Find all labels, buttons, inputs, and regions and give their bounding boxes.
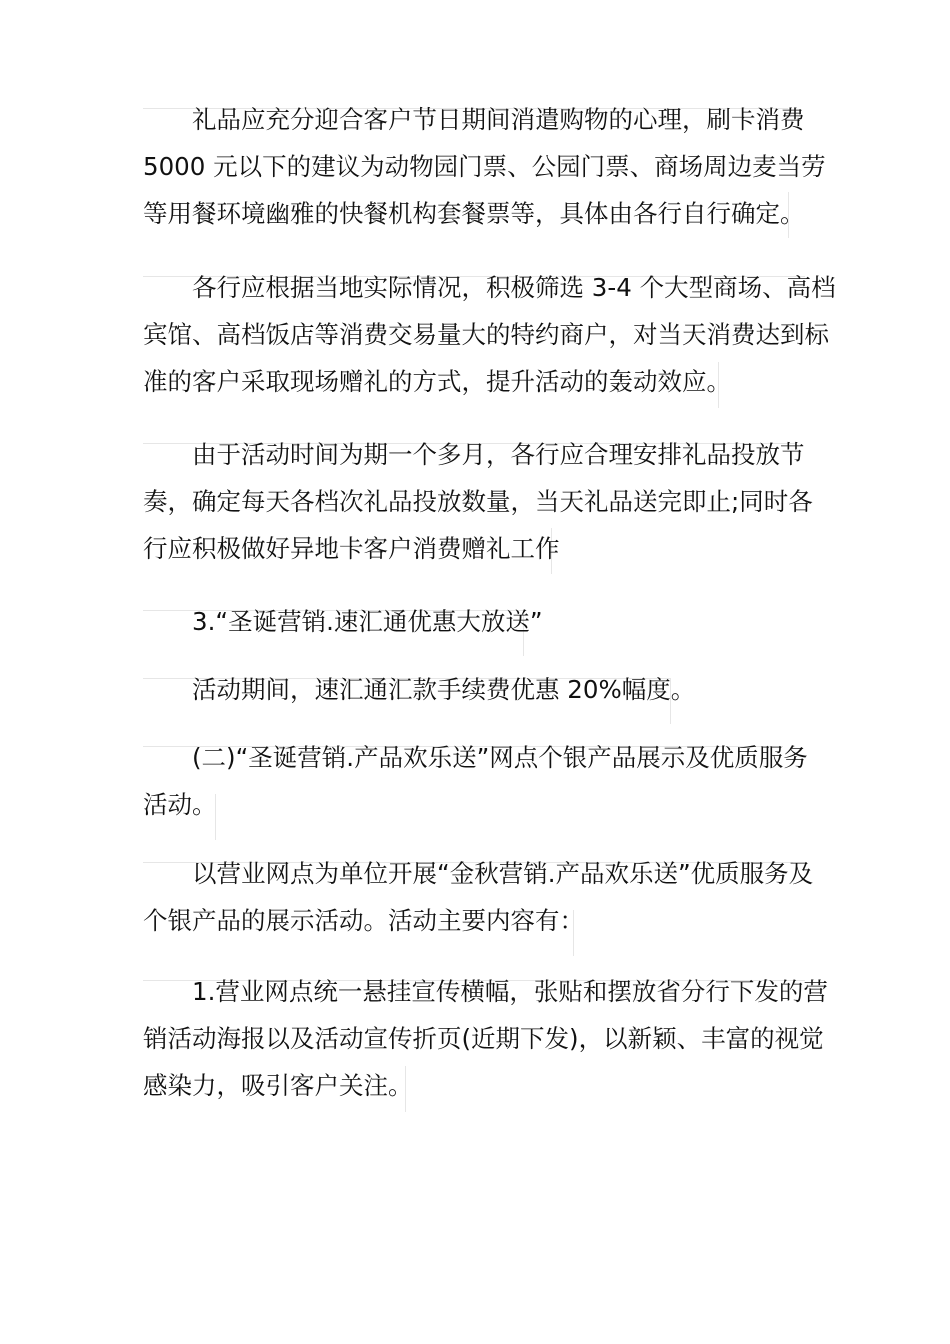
paragraph-3 — [143, 431, 813, 572]
paragraph-7 — [143, 850, 813, 944]
paragraph-line: 销活动海报以及活动宣传折页(近期下发)，以新颖、丰富的视觉 — [143, 1024, 824, 1053]
paragraph-line: 以营业网点为单位开展“金秋营销.产品欢乐送”优质服务及 — [192, 859, 814, 888]
paragraph-line: 1.营业网点统一悬挂宣传横幅，张贴和摆放省分行下发的营 — [192, 977, 828, 1006]
paragraph-line: 宾馆、高档饭店等消费交易量大的特约商户，对当天消费达到标 — [143, 320, 829, 349]
paragraph-line: 等用餐环境幽雅的快餐机构套餐票等，具体由各行自行确定。 — [143, 199, 805, 228]
paragraph-line: (二)“圣诞营销.产品欢乐送”网点个银产品展示及优质服务 — [192, 743, 808, 772]
paragraph-line: 由于活动时间为期一个多月，各行应合理安排礼品投放节 — [192, 440, 805, 469]
paragraph-line: 礼品应充分迎合客户节日期间消遣购物的心理，刷卡消费 — [192, 105, 805, 134]
paragraph-line: 准的客户采取现场赠礼的方式，提升活动的轰动效应。 — [143, 367, 731, 396]
paragraph-5 — [143, 666, 695, 713]
section-heading-2 — [143, 734, 808, 828]
paragraph-line: 行应积极做好异地卡客户消费赠礼工作 — [143, 534, 560, 563]
paragraph-line: 奏，确定每天各档次礼品投放数量，当天礼品送完即止;同时各 — [143, 487, 813, 516]
paragraph-line: 各行应根据当地实际情况，积极筛选 3-4 个大型商场、高档 — [192, 273, 836, 302]
paragraph-line: 5000 元以下的建议为动物园门票、公园门票、商场周边麦当劳 — [143, 152, 826, 181]
paragraph-line: 活动期间，速汇通汇款手续费优惠 20%幅度。 — [192, 675, 696, 704]
paragraph-2 — [143, 264, 836, 405]
paragraph-8 — [143, 968, 828, 1109]
section-heading — [143, 598, 543, 645]
paragraph-line: 感染力，吸引客户关注。 — [143, 1071, 413, 1100]
paragraph-line: 3.“圣诞营销.速汇通优惠大放送” — [192, 607, 543, 636]
paragraph-1 — [143, 96, 826, 237]
paragraph-line: 活动。 — [143, 790, 217, 819]
paragraph-line: 个银产品的展示活动。活动主要内容有： — [143, 906, 584, 935]
